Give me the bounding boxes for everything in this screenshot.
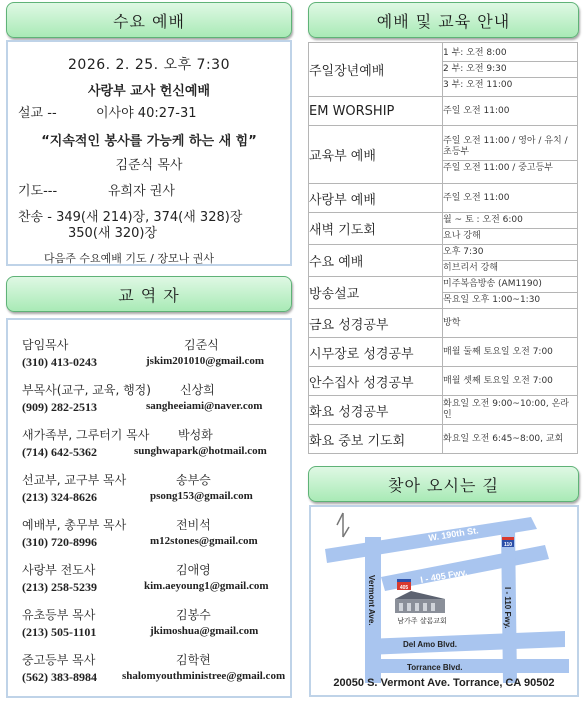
schedule-value-line: 주일 오전 11:00 bbox=[443, 192, 510, 203]
staff-title: 교 역 자 bbox=[118, 285, 180, 305]
staff-phone: (714) 642-5362 bbox=[22, 445, 97, 459]
staff-name: 김애영 bbox=[176, 563, 211, 577]
schedule-value-line: 목요일 오후 1:00~1:30 bbox=[443, 295, 541, 305]
schedule-value bbox=[443, 43, 578, 97]
staff-member bbox=[8, 426, 290, 472]
schedule-label: 화요 중보 기도회 bbox=[309, 425, 443, 454]
shield-405-label: 405 bbox=[399, 585, 409, 591]
label-vermont: Vermont Ave. bbox=[367, 575, 376, 626]
schedule-label: 시무장로 성경공부 bbox=[309, 338, 443, 367]
prayer-name: 유희자 권사 bbox=[108, 184, 175, 199]
staff-email[interactable]: jskim201010@gmail.com bbox=[146, 355, 265, 367]
schedule-value-line: 매월 둘째 토요일 오전 7:00 bbox=[443, 346, 553, 357]
directions-map bbox=[309, 505, 579, 697]
preacher: 김준식 목사 bbox=[115, 158, 183, 173]
north-arrow-icon bbox=[337, 513, 349, 537]
schedule-value bbox=[443, 277, 578, 309]
schedule-value-line: 주일 오전 11:00 / 중고등부 bbox=[443, 162, 553, 173]
worship-date: 2026. 2. 25. 오후 7:30 bbox=[68, 57, 230, 73]
staff-name: 신상희 bbox=[180, 383, 215, 397]
schedule-row bbox=[309, 184, 578, 213]
staff-role: 부목사(교구, 교육, 행정) bbox=[22, 383, 151, 397]
schedule-value-line: 오후 7:30 bbox=[443, 245, 577, 261]
schedule-label: 안수집사 성경공부 bbox=[309, 367, 443, 396]
church-building-icon bbox=[395, 591, 445, 613]
sermon-label: 설교 -- bbox=[18, 106, 57, 121]
schedule-label: 방송설교 bbox=[309, 277, 443, 309]
staff-name: 김준식 bbox=[184, 338, 219, 352]
staff-phone: (310) 720-8996 bbox=[22, 535, 97, 549]
schedule-value bbox=[443, 184, 578, 213]
schedule-row bbox=[309, 245, 578, 277]
road-torrance bbox=[365, 659, 569, 673]
staff-member bbox=[8, 336, 290, 382]
shield-110-label: 110 bbox=[503, 542, 513, 548]
worship-service-name: 사랑부 교사 헌신예배 bbox=[87, 84, 211, 99]
church-address: 20050 S. Vermont Ave. Torrance, CA 90502 bbox=[333, 677, 555, 689]
schedule-row bbox=[309, 126, 578, 184]
staff-member bbox=[8, 606, 290, 652]
schedule-value-line: 주일 오전 11:00 bbox=[443, 105, 510, 116]
staff-phone: (310) 413-0243 bbox=[22, 355, 97, 369]
schedule-row bbox=[309, 367, 578, 396]
label-110: I - 110 Fwy. bbox=[503, 587, 512, 629]
staff-email[interactable]: m12stones@gmail.com bbox=[150, 535, 258, 547]
schedule-value-line: 미주복음방송 (AM1190) bbox=[443, 277, 577, 293]
schedule-value-line: 2 부: 오전 9:30 bbox=[443, 62, 577, 78]
label-torrance: Torrance Blvd. bbox=[407, 663, 463, 672]
schedule-value bbox=[443, 338, 578, 367]
label-190th: W. 190th St. bbox=[427, 525, 480, 543]
schedule-value-line: 월 ~ 토 : 오전 6:00 bbox=[443, 213, 577, 229]
schedule-label: 화요 성경공부 bbox=[309, 396, 443, 425]
schedule-value-line: 방학 bbox=[443, 317, 461, 328]
schedule-label: 새벽 기도회 bbox=[309, 213, 443, 245]
hymn-line-1: 찬송 - 349(새 214)장, 374(새 328)장 bbox=[18, 210, 243, 225]
schedule-label: 교육부 예배 bbox=[309, 126, 443, 184]
staff-email[interactable]: jkimoshua@gmail.com bbox=[150, 625, 259, 637]
wednesday-worship-panel bbox=[6, 40, 292, 266]
schedule-value-line: 1 부: 오전 8:00 bbox=[443, 46, 577, 62]
schedule-row bbox=[309, 338, 578, 367]
staff-role: 유초등부 목사 bbox=[22, 608, 96, 622]
staff-phone: (213) 505-1101 bbox=[22, 625, 97, 639]
staff-phone: (213) 324-8626 bbox=[22, 490, 97, 504]
schedule-value bbox=[443, 309, 578, 338]
road-del-amo bbox=[365, 631, 565, 655]
hymn-line-2: 350(새 320)장 bbox=[68, 226, 158, 241]
staff-name: 김봉수 bbox=[176, 608, 211, 622]
schedule-value bbox=[443, 97, 578, 126]
schedule-value bbox=[443, 425, 578, 454]
schedule-value-line: 히브리서 강해 bbox=[443, 263, 499, 273]
schedule-row bbox=[309, 396, 578, 425]
staff-panel bbox=[6, 318, 292, 698]
schedule-label: 사랑부 예배 bbox=[309, 184, 443, 213]
staff-name: 송부승 bbox=[176, 473, 211, 487]
sermon-passage: 이사야 40:27-31 bbox=[96, 106, 197, 121]
staff-role: 담임목사 bbox=[22, 338, 69, 352]
label-del-amo: Del Amo Blvd. bbox=[403, 640, 457, 649]
staff-email[interactable]: sunghwapark@hotmail.com bbox=[134, 445, 267, 457]
schedule-banner bbox=[308, 2, 579, 38]
staff-role: 예배부, 총무부 목사 bbox=[22, 518, 127, 532]
schedule-row bbox=[309, 43, 578, 97]
schedule-value-line: 화요일 오전 9:00~10:00, 온라인 bbox=[443, 399, 569, 420]
map-graphic bbox=[311, 507, 577, 695]
schedule-row bbox=[309, 309, 578, 338]
schedule-label: 금요 성경공부 bbox=[309, 309, 443, 338]
schedule-value bbox=[443, 396, 578, 425]
staff-name: 김학현 bbox=[176, 653, 211, 667]
wednesday-worship-title: 수요 예배 bbox=[113, 11, 185, 31]
staff-member bbox=[8, 381, 290, 427]
schedule-value-line: 3 부: 오전 11:00 bbox=[443, 80, 513, 90]
staff-role: 중고등부 목사 bbox=[22, 653, 96, 667]
prayer-label: 기도--- bbox=[18, 184, 58, 199]
directions-banner bbox=[308, 466, 579, 502]
schedule-row bbox=[309, 97, 578, 126]
label-405: I - 405 Fwy. bbox=[419, 566, 468, 585]
staff-name: 박성화 bbox=[178, 428, 213, 442]
schedule-title: 예배 및 교육 안내 bbox=[376, 11, 511, 31]
wednesday-worship-banner bbox=[6, 2, 292, 38]
staff-member bbox=[8, 516, 290, 562]
staff-banner bbox=[6, 276, 292, 312]
schedule-value-line: 매월 셋째 토요일 오전 7:00 bbox=[443, 375, 553, 386]
staff-email[interactable]: kim.aeyoung1@gmail.com bbox=[144, 580, 269, 592]
schedule-label: 수요 예배 bbox=[309, 245, 443, 277]
schedule-value bbox=[443, 367, 578, 396]
staff-email[interactable]: psong153@gmail.com bbox=[150, 490, 253, 502]
schedule-value-line: 화요일 오전 6:45~8:00, 교회 bbox=[443, 433, 564, 444]
schedule-row bbox=[309, 425, 578, 454]
staff-phone: (909) 282-2513 bbox=[22, 400, 97, 414]
staff-email[interactable]: sangheeiami@naver.com bbox=[146, 400, 263, 412]
schedule-table bbox=[308, 42, 578, 454]
schedule-value bbox=[443, 213, 578, 245]
sermon-theme: “지속적인 봉사를 가능케 하는 새 힘” bbox=[41, 134, 257, 149]
staff-member bbox=[8, 651, 290, 697]
staff-member bbox=[8, 471, 290, 517]
schedule-value bbox=[443, 126, 578, 184]
staff-phone: (562) 383-8984 bbox=[22, 670, 97, 684]
directions-title: 찾아 오시는 길 bbox=[388, 475, 499, 495]
staff-phone: (213) 258-5239 bbox=[22, 580, 97, 594]
schedule-value bbox=[443, 245, 578, 277]
staff-member bbox=[8, 561, 290, 607]
schedule-row bbox=[309, 213, 578, 245]
staff-name: 전비석 bbox=[176, 518, 211, 532]
schedule-row bbox=[309, 277, 578, 309]
staff-email[interactable]: shalomyouthministree@gmail.com bbox=[122, 670, 286, 682]
staff-role: 선교부, 교구부 목사 bbox=[22, 473, 127, 487]
schedule-value-line: 요나 강해 bbox=[443, 231, 481, 241]
church-name: 남가주 샬롬교회 bbox=[397, 617, 447, 625]
next-week-prayer: 다음주 수요예배 기도 / 장모나 권사 bbox=[44, 252, 214, 265]
staff-role: 사랑부 전도사 bbox=[22, 563, 96, 577]
schedule-value-line: 주일 오전 11:00 / 영아 / 유치 / 초등부 bbox=[443, 134, 577, 161]
schedule-label: 주일장년예배 bbox=[309, 43, 443, 97]
schedule-label: EM WORSHIP bbox=[309, 97, 443, 126]
staff-role: 새가족부, 그루터기 목사 bbox=[22, 428, 150, 442]
